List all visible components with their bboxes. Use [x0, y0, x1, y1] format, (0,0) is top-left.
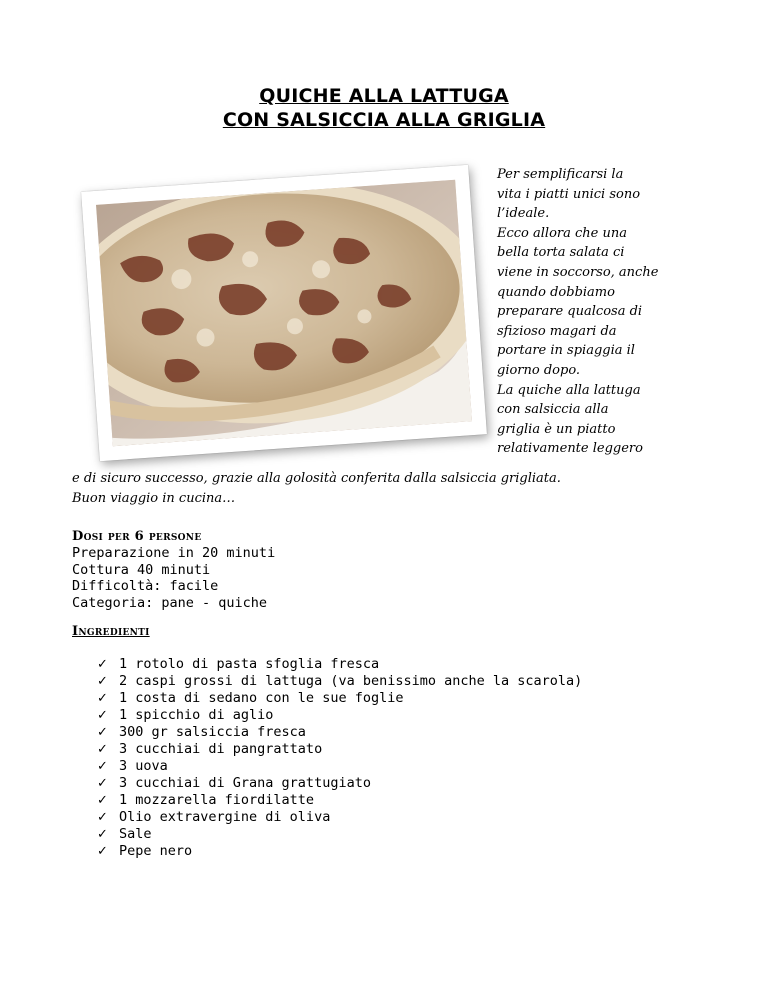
- list-item: ✓ Sale: [97, 826, 152, 842]
- cook-time: Cottura 40 minuti: [72, 561, 211, 578]
- difficulty: Difficoltà: facile: [72, 578, 219, 594]
- list-item: ✓ Olio extravergine di oliva: [97, 809, 331, 825]
- recipe-meta: [72, 545, 275, 611]
- ingredients-list: [97, 656, 582, 860]
- intro-line: Buon viaggio in cucina…: [72, 490, 236, 506]
- list-item: ✓ 1 spicchio di aglio: [97, 707, 274, 723]
- intro-line: preparare qualcosa di: [497, 304, 643, 320]
- check-icon: ✓: [97, 691, 108, 706]
- list-item: ✓ 3 cucchiai di pangrattato: [97, 741, 323, 757]
- check-icon: ✓: [97, 674, 108, 689]
- intro-line: La quiche alla lattuga: [497, 382, 641, 398]
- intro-line: griglia è un piatto: [497, 421, 616, 437]
- intro-line: relativamente leggero: [497, 441, 643, 457]
- servings-heading: Dosi per 6 persone: [72, 529, 202, 544]
- check-icon: ✓: [97, 810, 108, 825]
- page-title: [0, 84, 768, 132]
- intro-line: giorno dopo.: [497, 362, 581, 378]
- title-line-1: QUICHE ALLA LATTUGA: [259, 85, 509, 107]
- intro-line: con salsiccia alla: [497, 402, 609, 418]
- intro-line: sfizioso magari da: [497, 323, 617, 339]
- quiche-image: [96, 180, 472, 447]
- intro-line: e di sicuro successo, grazie alla golosità conferita dalla salsiccia grigliata.: [72, 471, 561, 486]
- check-icon: ✓: [97, 708, 108, 723]
- intro-line: portare in spiaggia il: [497, 343, 635, 359]
- check-icon: ✓: [97, 844, 108, 859]
- list-item: ✓ 1 mozzarella fiordilatte: [97, 792, 315, 808]
- list-item: ✓ 300 gr salsiccia fresca: [97, 724, 306, 740]
- quiche-photo-frame: [81, 165, 487, 461]
- check-icon: ✓: [97, 657, 108, 672]
- check-icon: ✓: [97, 776, 108, 791]
- category: Categoria: pane - quiche: [72, 594, 268, 611]
- intro-line: Per semplificarsi la: [497, 167, 624, 182]
- ingredients-heading: Ingredienti: [72, 624, 150, 639]
- intro-line: l’ideale.: [497, 206, 550, 222]
- intro-line: bella torta salata ci: [497, 245, 625, 261]
- list-item: ✓ Pepe nero: [97, 843, 193, 859]
- intro-paragraph-full: [72, 469, 722, 508]
- intro-line: Ecco allora che una: [497, 225, 627, 241]
- list-item: ✓ 3 cucchiai di Grana grattugiato: [97, 775, 371, 791]
- intro-line: viene in soccorso, anche: [497, 264, 659, 280]
- title-line-2: CON SALSICCIA ALLA GRIGLIA: [222, 109, 546, 131]
- check-icon: ✓: [97, 725, 108, 740]
- check-icon: ✓: [97, 742, 108, 757]
- check-icon: ✓: [97, 793, 108, 808]
- list-item: ✓ 3 uova: [97, 758, 168, 774]
- intro-line: quando dobbiamo: [497, 284, 615, 300]
- intro-line: vita i piatti unici sono: [497, 186, 641, 202]
- list-item: ✓ 1 rotolo di pasta sfoglia fresca: [97, 656, 380, 672]
- check-icon: ✓: [97, 759, 108, 774]
- list-item: ✓ 1 costa di sedano con le sue foglie: [97, 690, 404, 706]
- list-item: ✓ 2 caspi grossi di lattuga (va benissimo anche la scarola): [97, 673, 583, 689]
- check-icon: ✓: [97, 827, 108, 842]
- prep-time: Preparazione in 20 minuti: [72, 545, 276, 561]
- intro-paragraph-wrapped: [497, 165, 697, 459]
- quiche-photo: [96, 180, 472, 447]
